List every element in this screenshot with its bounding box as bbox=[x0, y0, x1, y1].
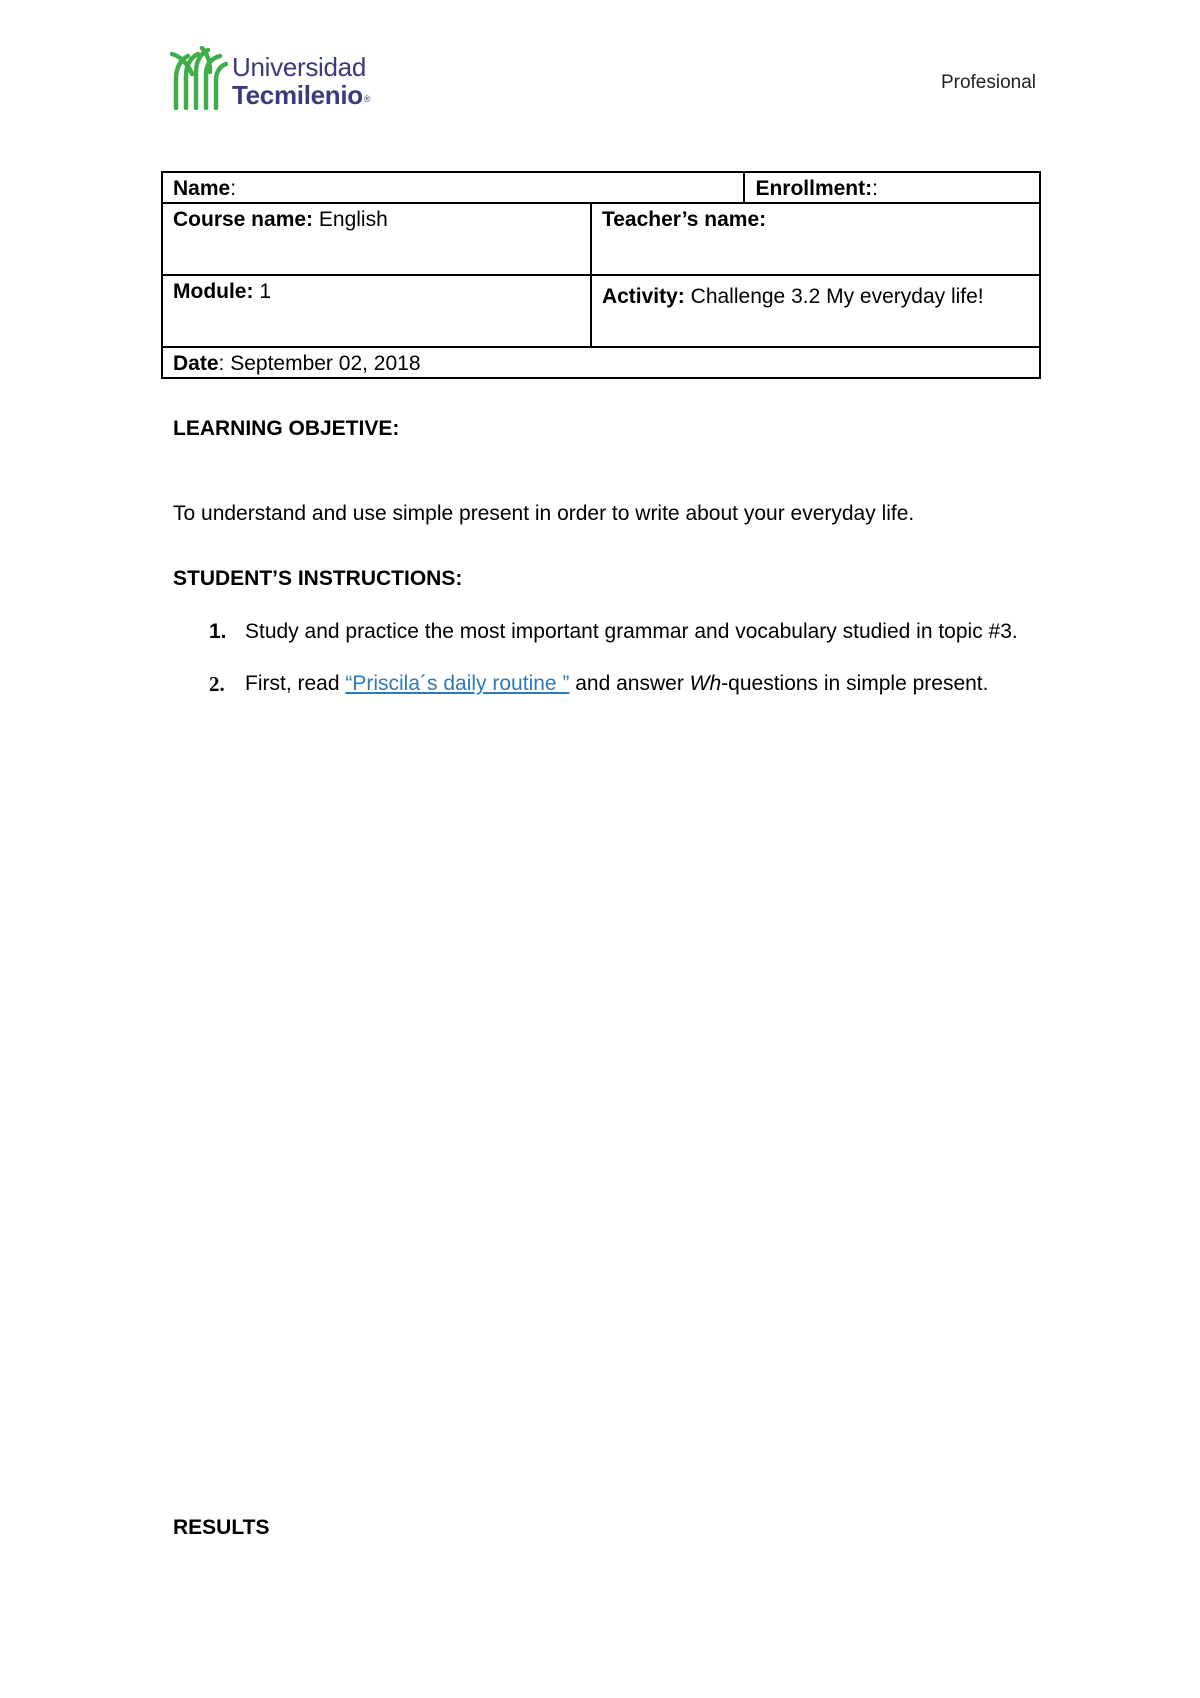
course-cell[interactable] bbox=[162, 203, 591, 275]
header-profesional-label: Profesional bbox=[940, 72, 1036, 93]
info-row-date bbox=[162, 347, 1040, 378]
logo-tecmilenio-text bbox=[232, 80, 370, 111]
instruction-text-2-wh: Wh bbox=[689, 672, 722, 695]
enrollment-cell[interactable] bbox=[744, 172, 1040, 203]
instruction-number-1: 1. bbox=[209, 620, 227, 643]
logo-universidad-text: Universidad bbox=[232, 52, 366, 82]
name-colon: : bbox=[230, 177, 237, 200]
name-label: Name bbox=[173, 177, 231, 200]
name-cell[interactable] bbox=[162, 172, 744, 203]
instruction-text-1: Study and practice the most important grammar and vocabulary studied in topic #3. bbox=[245, 620, 1018, 643]
student-info-table bbox=[161, 171, 1041, 379]
info-row-name bbox=[162, 172, 1040, 203]
module-value: 1 bbox=[259, 280, 272, 303]
activity-label: Activity: bbox=[601, 285, 685, 308]
instruction-number-2: 2. bbox=[209, 672, 225, 696]
learning-objective-title: LEARNING OBJETIVE: bbox=[173, 417, 400, 440]
instruction-text-2-pre: First, read bbox=[245, 672, 346, 695]
instruction-text-2-mid: and answer bbox=[569, 672, 690, 695]
logo-registered-mark: ® bbox=[363, 94, 371, 104]
teacher-cell[interactable] bbox=[591, 203, 1040, 275]
activity-cell[interactable] bbox=[591, 275, 1040, 347]
priscila-routine-link[interactable]: “Priscila´s daily routine ” bbox=[345, 672, 570, 695]
date-label: Date bbox=[173, 352, 219, 375]
instructions-list bbox=[173, 618, 1037, 722]
module-cell[interactable] bbox=[162, 275, 591, 347]
course-label: Course name: bbox=[173, 208, 314, 231]
enrollment-colon: : bbox=[872, 177, 878, 200]
results-title: RESULTS bbox=[173, 1516, 270, 1539]
university-logo bbox=[170, 46, 390, 114]
activity-value: Challenge 3.2 My everyday life! bbox=[690, 285, 984, 308]
tecmilenio-leaf-icon bbox=[170, 46, 228, 110]
teacher-label: Teacher’s name: bbox=[601, 208, 767, 231]
date-cell[interactable] bbox=[162, 347, 1040, 378]
enrollment-label: Enrollment: bbox=[755, 177, 873, 200]
instruction-item-2 bbox=[173, 670, 1037, 698]
instruction-text-2-post: -questions in simple present. bbox=[721, 672, 989, 695]
date-value: : September 02, 2018 bbox=[218, 352, 421, 375]
learning-objective-text: To understand and use simple present in order to write about your everyday life. bbox=[173, 502, 915, 525]
info-row-course bbox=[162, 203, 1040, 275]
instruction-item-1 bbox=[173, 618, 1037, 646]
module-label: Module: bbox=[173, 280, 254, 303]
student-instructions-title: STUDENT’S INSTRUCTIONS: bbox=[173, 567, 463, 590]
logo-tecmilenio-word: Tecmilenio bbox=[232, 80, 363, 110]
course-value: English bbox=[318, 208, 388, 231]
info-row-module bbox=[162, 275, 1040, 347]
